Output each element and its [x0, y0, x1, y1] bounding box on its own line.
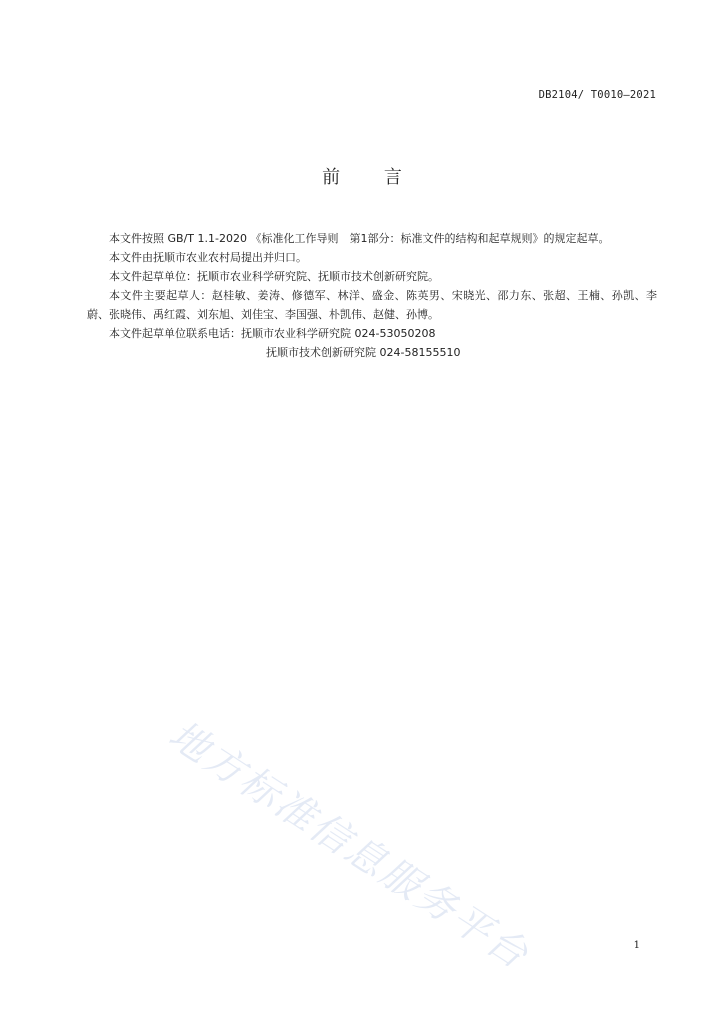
paragraph-drafting-rules: 本文件按照 GB/T 1.1-2020 《标准化工作导则 第1部分：标准文件的结构和起草规则》的规定起草。 [109, 232, 610, 245]
page-number: 1 [633, 940, 640, 951]
paragraph-contact-phone: 本文件起草单位联系电话：抚顺市农业科学研究院 024-53050208 [109, 327, 436, 340]
paragraph-proposer: 本文件由抚顺市农业农村局提出并归口。 [109, 251, 307, 264]
document-code: DB2104/ T0010—2021 [538, 89, 656, 101]
page-title: 前 言 [322, 167, 402, 188]
document-body [87, 229, 657, 362]
contact-phone-second-line: 抚顺市技术创新研究院 024-58155510 [266, 346, 461, 359]
paragraph-drafting-units: 本文件起草单位：抚顺市农业科学研究院、抚顺市技术创新研究院。 [109, 270, 439, 283]
watermark: 地方标准信息服务平台 [160, 712, 538, 980]
paragraph-drafters: 本文件主要起草人：赵桂敏、姜涛、修德军、林洋、盛金、陈英男、宋晓光、邵力东、张超、王楠、孙凯、李蔚、张晓伟、禹红霞、刘东旭、刘佳宝、李国强、朴凯伟、赵健、孙博。 [87, 289, 657, 321]
